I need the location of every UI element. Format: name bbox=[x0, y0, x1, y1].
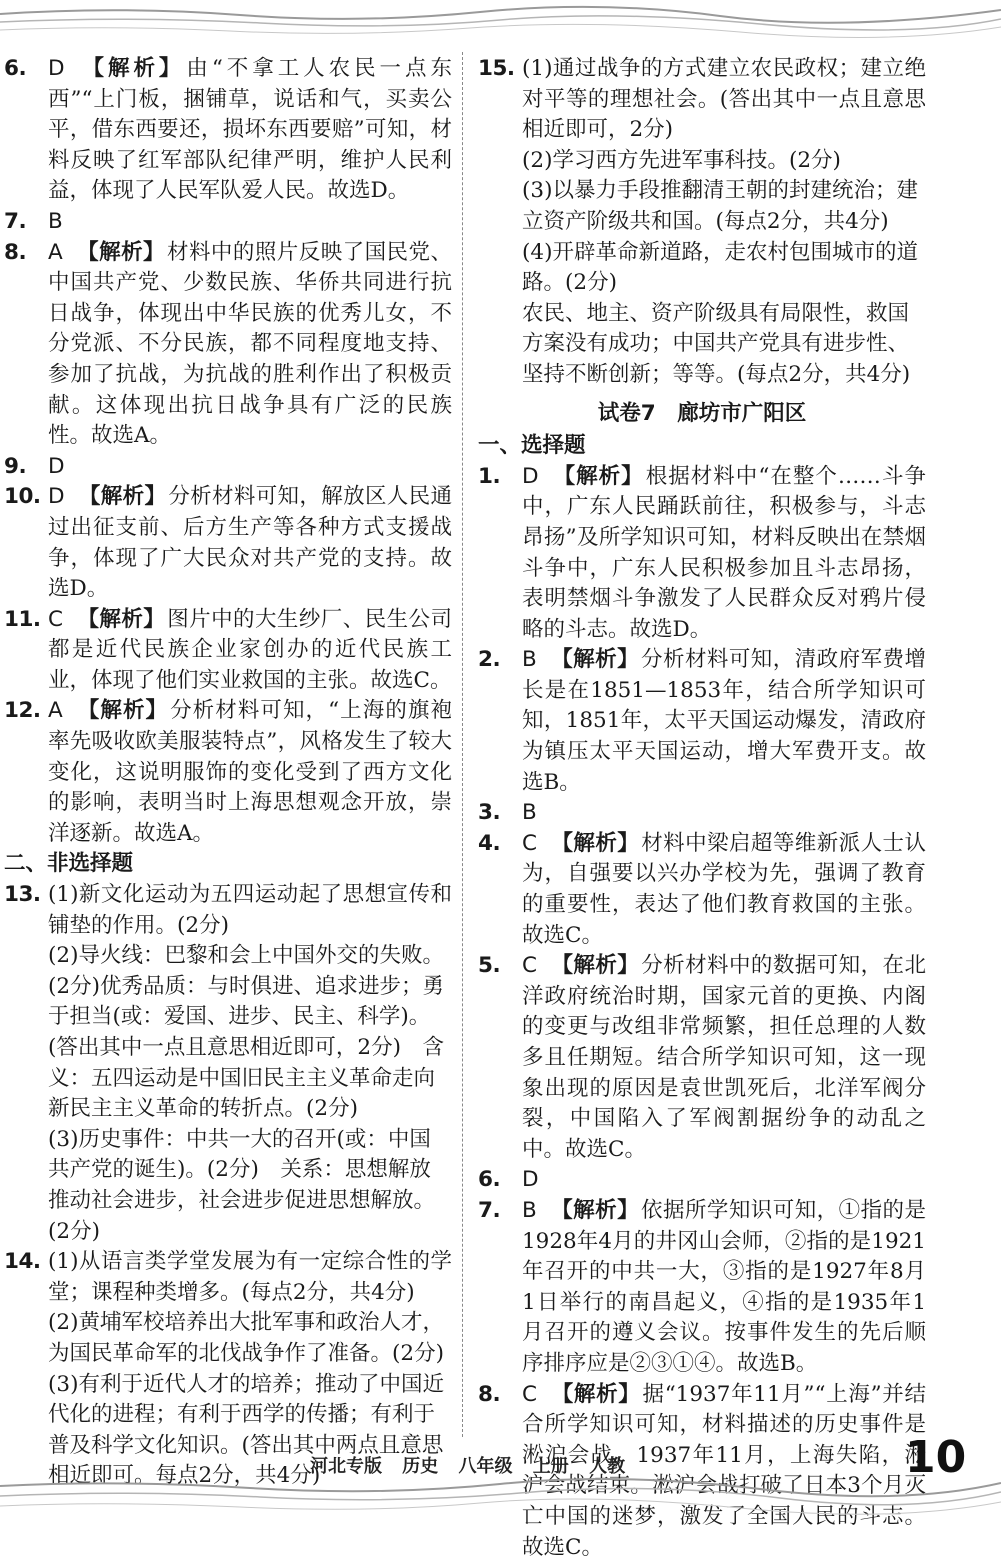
answer-item-r2 bbox=[478, 645, 926, 798]
answer-item-13 bbox=[4, 880, 452, 941]
answer-item-11 bbox=[4, 605, 452, 697]
answer-letter: C bbox=[522, 830, 538, 856]
analysis-tag: 【解析】 bbox=[78, 484, 167, 510]
decorative-border-top bbox=[0, 0, 1001, 56]
analysis-tag: 【解析】 bbox=[550, 647, 640, 673]
paper-title: 试卷7 廊坊市广阳区 bbox=[597, 400, 807, 426]
analysis-text: 分析材料可知，解放区人民通过出征支前、后方生产等各种方式支援战争，体现了广大民众对共产党的支持。故选D。 bbox=[48, 484, 452, 602]
answer-part: 农民、地主、资产阶级具有局限性，救国方案没有成功；中国共产党具有进步性、坚持不断创新；等等。(每点2分，共4分) bbox=[522, 300, 911, 387]
answer-letter: C bbox=[522, 1381, 538, 1407]
analysis-tag: 【解析】 bbox=[552, 463, 644, 489]
answer-letter: C bbox=[522, 953, 538, 979]
analysis-text: 分析材料可知，“上海的旗袍率先吸收欧美服装特点”，风格发生了较大变化，这说明服饰的变化受到了西方文化的影响，表明当时上海思想观念开放，崇洋逐新。故选A。 bbox=[48, 698, 452, 846]
answer-part: (2)学习西方先进军事科技。(2分) bbox=[522, 147, 841, 173]
analysis-tag: 【解析】 bbox=[76, 698, 169, 724]
answer-part: (1)从语言类学堂发展为有一定综合性的学堂；课程种类增多。(每点2分，共4分) bbox=[48, 1249, 452, 1305]
answer-item-r4 bbox=[478, 829, 926, 951]
analysis-tag: 【解析】 bbox=[550, 1197, 640, 1223]
answer-letter: D bbox=[522, 463, 539, 489]
answer-item-r7 bbox=[478, 1196, 926, 1380]
analysis-text: 图片中的大生纱厂、民生公司都是近代民族企业家创办的近代民族工业，体现了他们实业救国的主张。故选C。 bbox=[48, 606, 452, 693]
answer-item-10 bbox=[4, 482, 452, 604]
right-column bbox=[478, 54, 926, 1563]
answer-part: (3)有利于近代人才的培养；推动了中国近代化的进程；有利于西学的传播；有利于普及科学文化知识。(答出其中两点且意思相近即可。每点2分，共4分) bbox=[48, 1371, 444, 1489]
answer-item-r5 bbox=[478, 951, 926, 1165]
answer-part: (1)通过战争的方式建立农民政权；建立绝对平等的理想社会。(答出其中一点且意思相近即可，2分) bbox=[522, 56, 926, 143]
answer-part: (2)黄埔军校培养出大批军事和政治人才，为国民革命军的北伐战争作了准备。(2分) bbox=[48, 1310, 444, 1366]
analysis-tag: 【解析】 bbox=[551, 953, 640, 979]
answer-part: (4)开辟革命新道路，走农村包围城市的道路。(2分) bbox=[522, 239, 918, 296]
answer-item-15 bbox=[478, 54, 926, 146]
question-number: 8. bbox=[4, 239, 27, 265]
question-number: 8. bbox=[478, 1381, 501, 1407]
analysis-tag: 【解析】 bbox=[551, 1381, 641, 1407]
analysis-tag: 【解析】 bbox=[76, 239, 165, 265]
answer-item-7 bbox=[4, 207, 452, 238]
answer-letter: B bbox=[48, 208, 63, 234]
question-number: 6. bbox=[4, 56, 27, 81]
answer-item-r6 bbox=[478, 1165, 926, 1196]
footer-info: 河北专版 历史 八年级 上册 人教 bbox=[310, 1456, 626, 1477]
answer-letter: B bbox=[522, 1197, 537, 1223]
question-number: 12. bbox=[4, 698, 41, 724]
answer-letter: C bbox=[48, 606, 64, 632]
answer-letter: D bbox=[48, 56, 65, 81]
question-number: 9. bbox=[4, 453, 27, 479]
question-number: 2. bbox=[478, 647, 501, 673]
answer-part: (3)以暴力手段推翻清王朝的封建统治；建立资产阶级共和国。(每点2分，共4分) bbox=[522, 178, 918, 234]
analysis-text: 依据所学知识可知，①指的是1928年4月的井冈山会师，②指的是1921年召开的中共一大，③指的是1927年8月1日举行的南昌起义，④指的是1935年1月召开的遵义会议。按事件发生的先后顺序排序应是②③①④。故选B。 bbox=[522, 1197, 926, 1376]
analysis-text: 根据材料中“在整个……斗争中，广东人民踊跃前往，积极参与，斗志昂扬”及所学知识可知，材料反映出在禁烟斗争中，广东人民积极参加且斗志昂扬，表明禁烟斗争激发了人民群众反对鸦片侵略的斗志。故选D。 bbox=[522, 463, 926, 642]
question-number: 4. bbox=[478, 830, 501, 856]
analysis-tag: 【解析】 bbox=[78, 56, 185, 81]
analysis-text: 材料中梁启超等维新派人士认为，自强要以兴办学校为先，强调了教育的重要性，表达了他们教育救国的主张。故选C。 bbox=[522, 830, 926, 948]
page-number: 10 bbox=[905, 1432, 967, 1483]
answer-letter: B bbox=[522, 800, 537, 826]
answer-item-r1 bbox=[478, 462, 926, 646]
column-divider bbox=[462, 52, 463, 1437]
question-number: 13. bbox=[4, 882, 41, 908]
analysis-text: 材料中的照片反映了国民党、中国共产党、少数民族、华侨共同进行抗日战争，体现出中华民族的优秀儿女，不分党派、不分民族，都不同程度地支持、参加了抗战，为抗战的胜利作出了积极贡献。这体现出抗日战争具有广泛的民族性。故选A。 bbox=[48, 239, 452, 449]
answer-letter: A bbox=[48, 698, 63, 724]
question-number: 14. bbox=[4, 1249, 41, 1275]
answer-letter: D bbox=[48, 484, 65, 510]
question-number: 1. bbox=[478, 463, 501, 489]
question-number: 7. bbox=[4, 208, 27, 234]
answer-item-8 bbox=[4, 238, 452, 452]
left-column bbox=[4, 54, 452, 1492]
question-number: 10. bbox=[4, 484, 41, 510]
answer-item-14 bbox=[4, 1247, 452, 1308]
answer-letter: D bbox=[48, 453, 65, 479]
answer-letter: D bbox=[522, 1167, 539, 1193]
analysis-tag: 【解析】 bbox=[77, 606, 166, 632]
question-number: 6. bbox=[478, 1167, 501, 1193]
analysis-text: 分析材料可知，清政府军费增长是在1851—1853年，结合所学知识可知，1851年，太平天国运动爆发，清政府为镇压太平天国运动，增大军费开支。故选B。 bbox=[522, 647, 926, 795]
answer-letter: B bbox=[522, 647, 537, 673]
section-heading-choice: 一、选择题 bbox=[478, 433, 586, 459]
question-number: 3. bbox=[478, 800, 501, 826]
analysis-text: 由“不拿工人农民一点东西”“上门板，捆铺草，说话和气，买卖公平，借东西要还，损坏东西要赔”可知，材料反映了红军部队纪律严明，维护人民利益，体现了人民军队爱人民。故选D。 bbox=[48, 56, 452, 204]
answer-item-r3 bbox=[478, 798, 926, 829]
question-number: 5. bbox=[478, 953, 501, 979]
analysis-text: 分析材料中的数据可知，在北洋政府统治时期，国家元首的更换、内阁的变更与改组非常频繁，担任总理的人数多且任期短。结合所学知识可知，这一现象出现的原因是袁世凯死后，北洋军阀分裂，中国陷入了军阀割据纷争的动乱之中。故选C。 bbox=[522, 953, 926, 1162]
analysis-tag: 【解析】 bbox=[551, 830, 640, 856]
answer-item-6 bbox=[4, 54, 452, 207]
answer-part: (1)新文化运动为五四运动起了思想宣传和铺垫的作用。(2分) bbox=[48, 882, 452, 938]
analysis-text: 据“1937年11月”“上海”并结合所学知识可知，材料描述的历史事件是淞沪会战。1937年11月，上海失陷，淞沪会战结束。淞沪会战打破了日本3个月灭亡中国的迷梦，激发了全国人民的斗志。故选C。 bbox=[522, 1381, 926, 1560]
answer-letter: A bbox=[48, 239, 63, 265]
decorative-border-bottom bbox=[0, 1470, 1001, 1536]
section-heading-nonchoice: 二、非选择题 bbox=[4, 851, 134, 877]
answer-part: (2)导火线：巴黎和会上中国外交的失败。(2分)优秀品质：与时俱进、追求进步；勇于担当(或：爱国、进步、民主、科学)。(答出其中一点且意思相近即可，2分) 含义：五四运动是中国旧民主主义革命走向新民主主义革命的转折点。(2分) bbox=[48, 943, 444, 1122]
question-number: 11. bbox=[4, 606, 41, 632]
question-number: 7. bbox=[478, 1197, 501, 1223]
answer-item-9 bbox=[4, 452, 452, 483]
question-number: 15. bbox=[478, 56, 515, 81]
answer-part: (3)历史事件：中共一大的召开(或：中国共产党的诞生)。(2分) 关系：思想解放推动社会进步，社会进步促进思想解放。(2分) bbox=[48, 1126, 436, 1244]
answer-item-12 bbox=[4, 696, 452, 849]
